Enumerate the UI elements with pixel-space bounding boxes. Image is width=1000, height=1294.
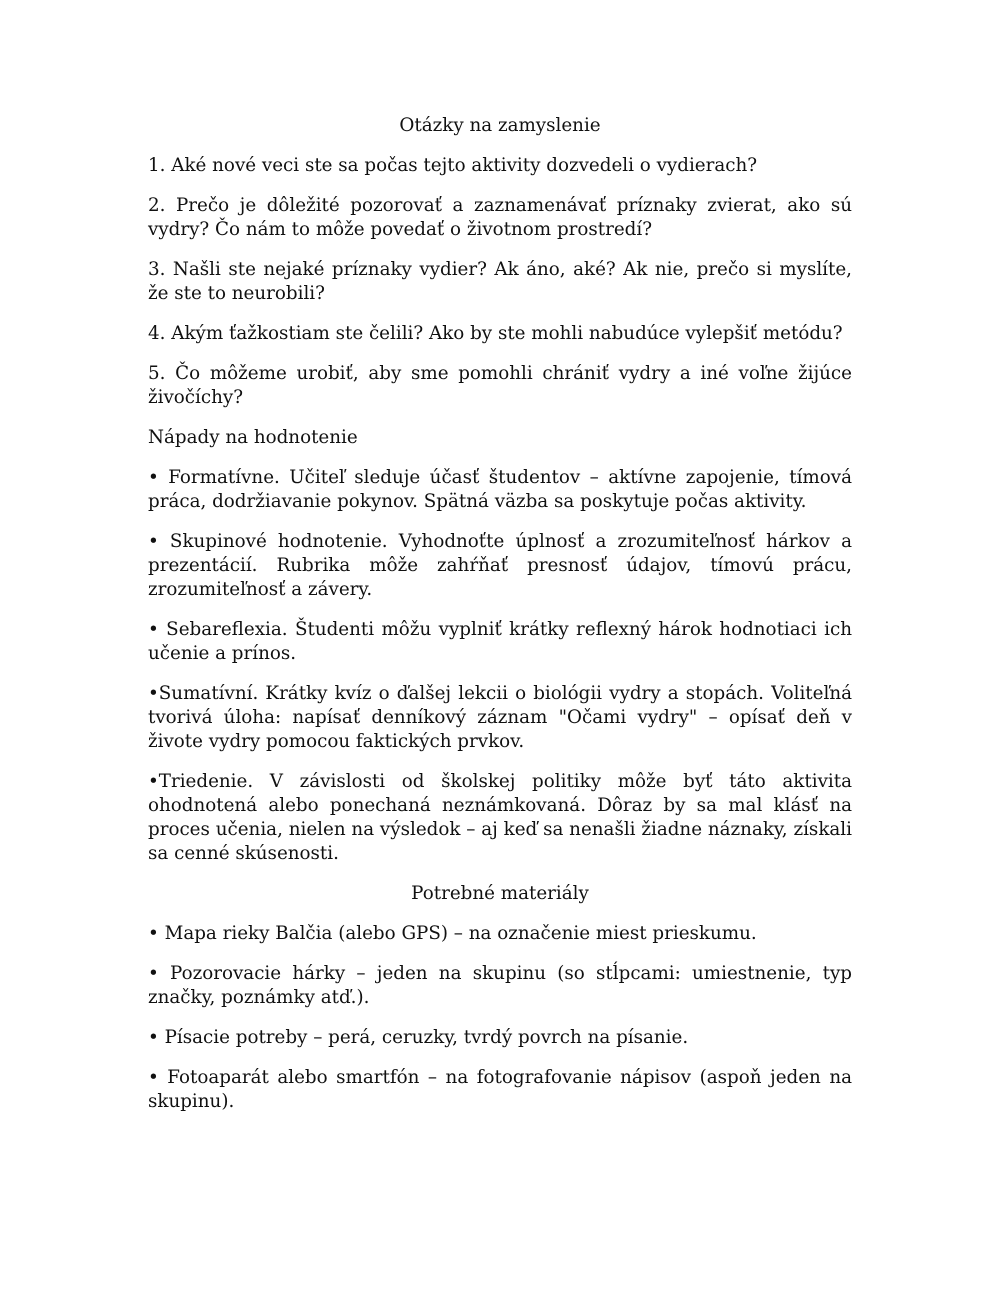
assessment-item: • Formatívne. Učiteľ sleduje účasť študentov – aktívne zapojenie, tímová práca, dodržiavanie pokynov. Spätná väzba sa poskytuje počas aktivity. [148,467,852,512]
reflection-question: 5. Čo môžeme urobiť, aby sme pomohli chrániť vydry a iné voľne žijúce živočíchy? [148,363,852,408]
reflection-title: Otázky na zamyslenie [399,115,601,136]
reflection-question: 3. Našli ste nejaké príznaky vydier? Ak áno, aké? Ak nie, prečo si myslíte, že ste to neurobili? [148,259,852,304]
assessment-item: •Sumatívní. Krátky kvíz o ďalšej lekcii o biológii vydry a stopách. Voliteľná tvorivá úloha: napísať denníkový záznam "Očami vydry" – opísať deň v živote vydry pomocou faktických prvkov. [148,683,852,752]
materials-title: Potrebné materiály [411,883,589,904]
assessment-item: • Skupinové hodnotenie. Vyhodnoťte úplnosť a zrozumiteľnosť hárkov a prezentácií. Rubrika môže zahŕňať presnosť údajov, tímovú prácu, zrozumiteľnosť a závery. [148,531,852,600]
assessment-title: Nápady na hodnotenie [148,427,358,448]
materials-item: • Mapa rieky Balčia (alebo GPS) – na označenie miest prieskumu. [148,923,757,944]
materials-item: • Písacie potreby – perá, ceruzky, tvrdý povrch na písanie. [148,1027,689,1048]
reflection-question: 4. Akým ťažkostiam ste čelili? Ako by ste mohli nabudúce vylepšiť metódu? [148,323,843,344]
reflection-question: 2. Prečo je dôležité pozorovať a zaznamenávať príznaky zvierat, ako sú vydry? Čo nám to môže povedať o životnom prostredí? [148,195,852,240]
materials-item: • Pozorovacie hárky – jeden na skupinu (so stĺpcami: umiestnenie, typ značky, poznámky atď.). [148,963,852,1008]
reflection-question: 1. Aké nové veci ste sa počas tejto aktivity dozvedeli o vydierach? [148,155,758,176]
assessment-item: • Sebareflexia. Študenti môžu vyplniť krátky reflexný hárok hodnotiaci ich učenie a prínos. [148,619,852,664]
document-page [148,114,852,1130]
materials-item: • Fotoaparát alebo smartfón – na fotografovanie nápisov (aspoň jeden na skupinu). [148,1067,852,1112]
assessment-item: •Triedenie. V závislosti od školskej politiky môže byť táto aktivita ohodnotená alebo ponechaná neznámkovaná. Dôraz by sa mal klásť na proces učenia, nielen na výsledok – aj keď sa nenašli žiadne náznaky, získali sa cenné skúsenosti. [148,771,852,864]
